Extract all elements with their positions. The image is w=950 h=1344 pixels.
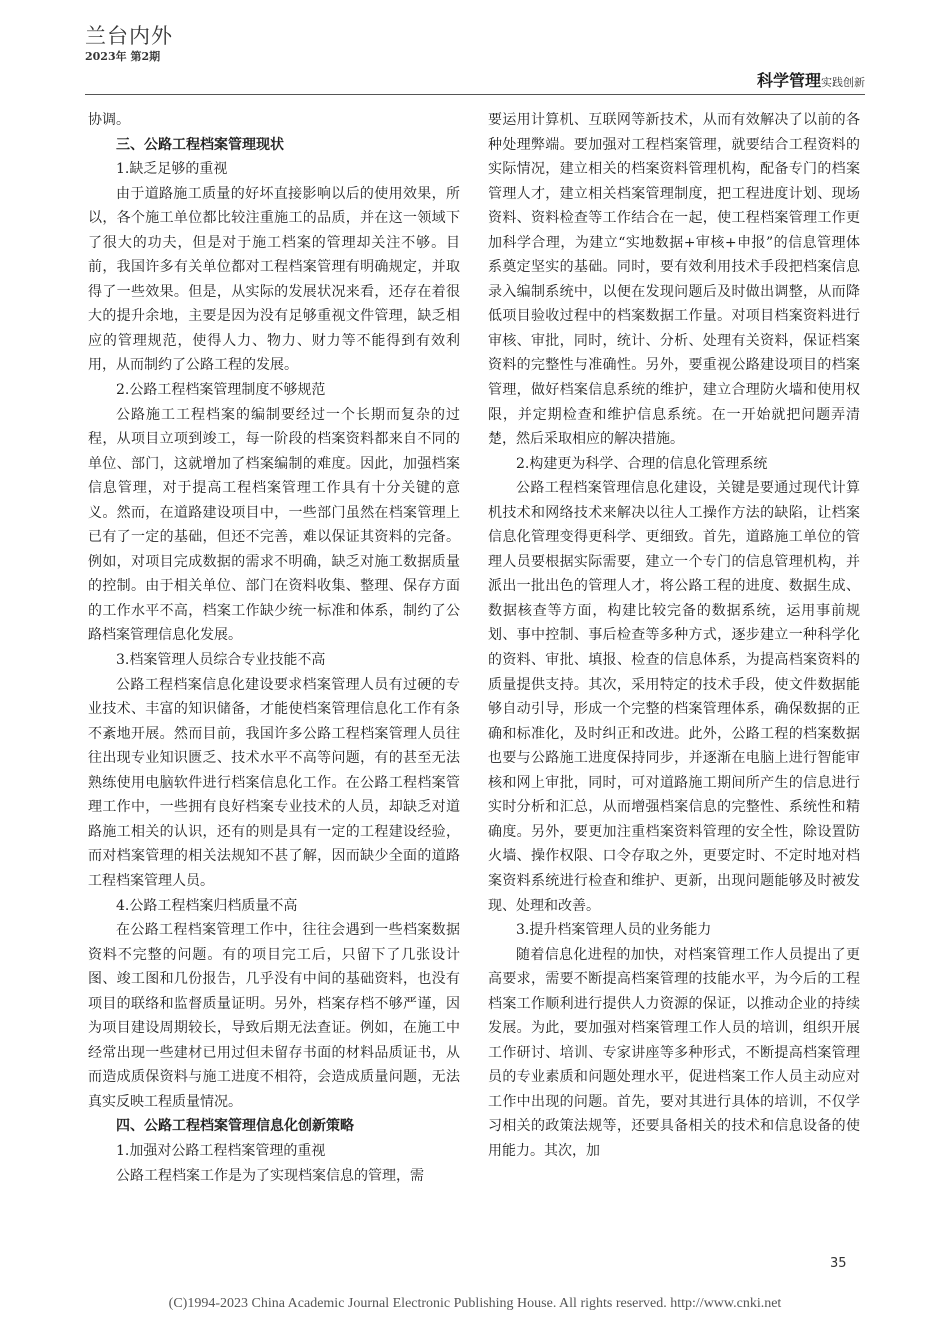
section-heading: 四、公路工程档案管理信息化创新策略 [116, 1118, 354, 1135]
paragraph: 协调。 [88, 112, 130, 128]
paragraph: 1.缺乏足够的重视 [116, 161, 228, 178]
paragraph: 公路工程档案工作是为了实现档案信息的管理，需 [116, 1167, 424, 1184]
left-column [88, 108, 460, 1188]
paragraph: 要运用计算机、互联网等新技术，从而有效解决了以前的各种处理弊端。要加强对工程档案管理，就要结合工程资料的实际情况，建立相关的档案资料管理机构，配备专门的档案管理人才，建立相关档案管理制度，把工程进度计划、现场资料、资料检查等工作结合在一起，使工程档案管理工作更加科学合理，为建立“实地数据+审核+申报”的信息管理体系奠定坚实的基础。同时，要有效利用技术手段把档案信息录入编制系统中，以便在发现问题后及时做出调整，从而降低项目验收过程中的档案数据工作量。对项目档案资料进行审核、审批，同时，统计、分析、处理有关资料，保证档案资料的完整性与准确性。另外，要重视公路建设项目的档案管理，做好档案信息系统的维护，建立合理防火墙和使用权限，并定期检查和维护信息系统。在一开始就把问题弄清楚，然后采取相应的解决措施。 [488, 112, 860, 448]
paragraph: 随着信息化进程的加快，对档案管理工作人员提出了更高要求，需要不断提高档案管理的技能水平，为今后的工程档案工作顺利进行提供人力资源的保证，以推动企业的持续发展。为此，要加强对档案管理工作人员的培训，组织开展工作研讨、培训、专家讲座等多种形式，不断提高档案管理员的专业素质和问题处理水平，促进档案工作人员主动应对工作中出现的问题。首先，要对其进行具体的培训，不仅学习相关的政策法规等，还要具备相关的技术和信息设备的使用能力。其次，加 [488, 946, 860, 1159]
header-rule [85, 94, 865, 95]
copyright-footer: (C)1994-2023 China Academic Journal Electronic Publishing House. All rights reserved. http://www.cnki.net [168, 1296, 782, 1311]
issue-label: 2023年 第2期 [85, 50, 161, 63]
brand-main: 科学管理 [756, 71, 821, 90]
right-column [488, 108, 860, 1164]
paragraph: 3.提升档案管理人员的业务能力 [516, 922, 712, 939]
paragraph: 公路工程档案信息化建设要求档案管理人员有过硬的专业技术、丰富的知识储备，才能使档案管理信息化工作有条不紊地开展。然而目前，我国许多公路工程档案管理人员往往出现专业知识匮乏、技术水平不高等问题，有的甚至无法熟练使用电脑软件进行档案信息化工作。在公路工程档案管理工作中，一些拥有良好档案专业技术的人员，却缺乏对道路施工相关的认识，还有的则是具有一定的工程建设经验，而对档案管理的相关法规知不甚了解，因而缺少全面的道路工程档案管理人员。 [88, 676, 460, 889]
paragraph: 1.加强对公路工程档案管理的重视 [116, 1142, 326, 1159]
paragraph: 4.公路工程档案归档质量不高 [116, 897, 298, 914]
column-brand [757, 68, 865, 91]
paragraph: 2.公路工程档案管理制度不够规范 [116, 382, 326, 399]
paragraph: 3.档案管理人员综合专业技能不高 [116, 652, 326, 669]
paragraph: 公路工程档案管理信息化建设，关键是要通过现代计算机技术和网络技术来解决以往人工操作方法的缺陷，让档案信息化管理变得更科学、更细致。首先，道路施工单位的管理人员要根据实际需要，建立一个专门的信息管理机构，并派出一批出色的管理人才，将公路工程的进度、数据生成、数据核查等方面，构建比较完备的数据系统，运用事前规划、事中控制、事后检查等多种方式，逐步建立一种科学化的资料、审批、填报、检查的信息体系，为提高档案资料的质量提供支持。其次，采用特定的技术手段，使文件数据能够自动引导，形成一个完整的档案管理体系，确保数据的正确和标准化，及时纠正和改进。此外，公路工程的档案数据也要与公路施工进度保持同步，并逐渐在电脑上进行智能审核和网上审批，同时，可对道路施工期间所产生的信息进行实时分析和汇总，从而增强档案信息的完整性、系统性和精确度。另外，要更加注重档案资料管理的安全性，除设置防火墙、操作权限、口令存取之外，更要定时、不定时地对档案资料系统进行检查和维护、更新，出现问题能够及时被发现、处理和改善。 [488, 480, 860, 914]
paragraph: 由于道路施工质量的好坏直接影响以后的使用效果，所以，各个施工单位都比较注重施工的品质，并在这一领域下了很大的功夫，但是对于施工档案的管理却关注不够。目前，我国许多有关单位都对工程档案管理有明确规定，并取得了一些效果。但是，从实际的发展状况来看，还存在着很大的提升余地，主要是因为没有足够重视文件管理，缺乏相应的管理规范，使得人力、物力、财力等不能得到有效利用，从而制约了公路工程的发展。 [88, 185, 460, 374]
journal-title: 兰台内外 [85, 24, 173, 48]
paragraph: 2.构建更为科学、合理的信息化管理系统 [516, 455, 768, 472]
page-number: 35 [830, 1256, 847, 1271]
section-heading: 三、公路工程档案管理现状 [116, 136, 284, 153]
paragraph: 在公路工程档案管理工作中，往往会遇到一些档案数据资料不完整的问题。有的项目完工后，只留下了几张设计图、竣工图和几份报告，几乎没有中间的基础资料，也没有项目的联络和监督质量证明。另外，档案存档不够严谨，因为项目建设周期较长，导致后期无法查证。例如，在施工中经常出现一些建材已用过但未留存书面的材料品质证书，从而造成质保资料与施工进度不相符，会造成质量问题，无法真实反映工程质量情况。 [88, 922, 460, 1110]
page-header [85, 20, 865, 90]
brand-sub: 实践创新 [821, 76, 865, 89]
paragraph: 公路施工工程档案的编制要经过一个长期而复杂的过程，从项目立项到竣工，每一阶段的档案资料都来自不同的单位、部门，这就增加了档案编制的难度。因此，加强档案信息管理，对于提高工程档案管理工作具有十分关键的意义。然而，在道路建设项目中，一些部门虽然在档案管理上已有了一定的基础，但还不完善，难以保证其资料的完备。例如，对项目完成数据的需求不明确，缺乏对施工数据质量的控制。由于相关单位、部门在资料收集、整理、保存方面的工作水平不高，档案工作缺少统一标准和体系，制约了公路档案管理信息化发展。 [88, 406, 460, 644]
